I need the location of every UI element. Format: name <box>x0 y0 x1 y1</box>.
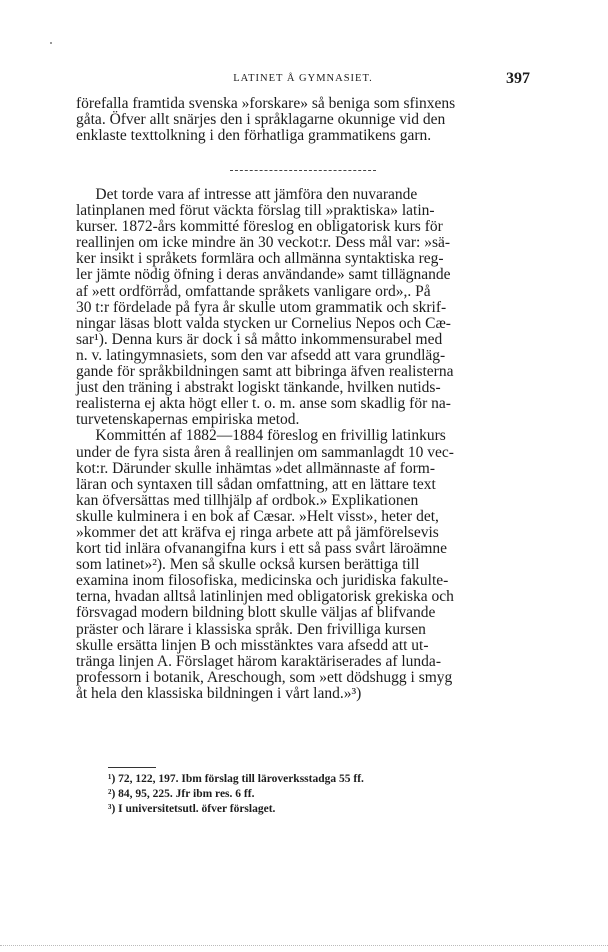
text-line: gåta. Öfver allt snärjes den i språklagarne okunnige vid den <box>76 111 446 129</box>
text-line: kot:r. Därunder skulle inhämtas »det allmännaste af form- <box>76 459 435 477</box>
footnote-text: 84, 95, 225. Jfr ibm res. 6 ff. <box>118 788 255 800</box>
text-line: realisterna ej akta högt eller t. o. m. anse som skadlig för na- <box>76 395 451 413</box>
text-line: förefalla framtida svenska »forskare» så beniga som sfinxens <box>76 95 456 112</box>
text-line: läran och syntaxen till sådan omfattning, att en lättare text <box>76 475 436 493</box>
text-line: kan öfversättas med tillhjälp af ordbok.» Explikationen <box>76 491 419 509</box>
text-line: »kommer det att kräfva ej ringa arbete att på jämförelsevis <box>76 523 439 541</box>
footnote-text: I universitetsutl. öfver förslaget. <box>118 803 276 815</box>
text-line: skulle kulminera i en bok af Cæsar. »Helt visst», heter det, <box>76 507 439 525</box>
page-number: 397 <box>506 70 530 87</box>
text-line: turvetenskapernas empiriska metod. <box>76 411 300 429</box>
section-divider <box>230 170 376 171</box>
text-line: latinplanen med förut väckta förslag till »praktiska» latin- <box>76 202 435 220</box>
text-line: kurser. 1872-års kommitté föreslog en obligatorisk kurs för <box>76 218 443 236</box>
scan-edge <box>0 945 608 947</box>
footnotes <box>108 772 508 817</box>
text-line: åt hela den klassiska bildningen i vårt land.»³) <box>76 684 362 702</box>
text-line: gande för språkbildningen samt att bibringa äfven realisterna <box>76 363 454 381</box>
text-line: tränga linjen A. Förslaget härom karaktäriserades af lunda- <box>76 652 441 670</box>
text-line: skulle ersätta linjen B och misstänktes vara afsedd att ut- <box>76 636 429 654</box>
text-line: reallinjen om icke mindre än 30 veckot:r. Dess mål var: »sä- <box>76 234 451 252</box>
text-line: präster och lärare i klassiska språk. Den frivilliga kursen <box>76 620 426 638</box>
text-line: som latinet»²). Men så skulle också kursen berättiga till <box>76 556 420 574</box>
top-paragraph <box>76 96 530 144</box>
text-line: ler jämte nödig öfning i deras användande» samt tillägnande <box>76 266 451 284</box>
text-line: af »ett ordförråd, omfattande språkets vanligare ord»,. På <box>76 282 431 300</box>
text-line: terna, hvadan alltså latinlinjen med obligatorisk grekiska och <box>76 588 454 606</box>
footnote-2 <box>108 787 508 802</box>
footnote-mark: ³) <box>108 803 116 815</box>
text-line: just den träning i abstrakt logiskt tänkande, hvilken nutids- <box>76 379 441 397</box>
text-line: examina inom filosofiska, medicinska och juridiska fakulte- <box>76 572 449 590</box>
text-line: enklaste texttolkning i den förhatliga grammatikens garn. <box>76 127 432 145</box>
footnote-mark: ²) <box>108 788 116 800</box>
running-header <box>76 70 530 90</box>
text-line: Kommittén af 1882—1884 föreslog en frivillig latinkurs <box>76 427 446 445</box>
footnote-3 <box>108 802 508 817</box>
footnote-1 <box>108 772 508 787</box>
text-line: n. v. latingymnasiets, som den var afsedd att vara grundläg- <box>76 346 446 364</box>
footnote-rule <box>108 767 156 768</box>
text-line: Det torde vara af intresse att jämföra den nuvarande <box>76 186 418 203</box>
text-line: ker insikt i språkets formlära och allmänna syntaktiska reg- <box>76 250 444 268</box>
text-line: under de fyra sista åren å reallinjen om sammanlagdt 10 vec- <box>76 443 454 461</box>
main-text <box>76 187 530 702</box>
text-line: ningar läsas blott valda stycken ur Cornelius Nepos och Cæ- <box>76 314 451 332</box>
header-title: LATINET Å GYMNASIET. <box>233 73 373 84</box>
text-line: sar¹). Denna kurs är dock i så måtto inkommensurabel med <box>76 330 443 348</box>
footnote-mark: ¹) <box>108 773 116 785</box>
text-line: försvagad modern bildning blott skulle väljas af blifvande <box>76 604 436 622</box>
text-line: professorn i botanik, Areschough, som »ett dödshugg i smyg <box>76 668 453 686</box>
page-speck <box>50 42 52 44</box>
text-line: 30 t:r fördelade på fyra år skulle utom grammatik och skrif- <box>76 298 447 316</box>
text-line: kort tid inlära ofvanangifna kurs i ett så pass svårt läroämne <box>76 540 448 558</box>
footnote-text: 72, 122, 197. Ibm förslag till läroverksstadga 55 ff. <box>118 773 364 785</box>
